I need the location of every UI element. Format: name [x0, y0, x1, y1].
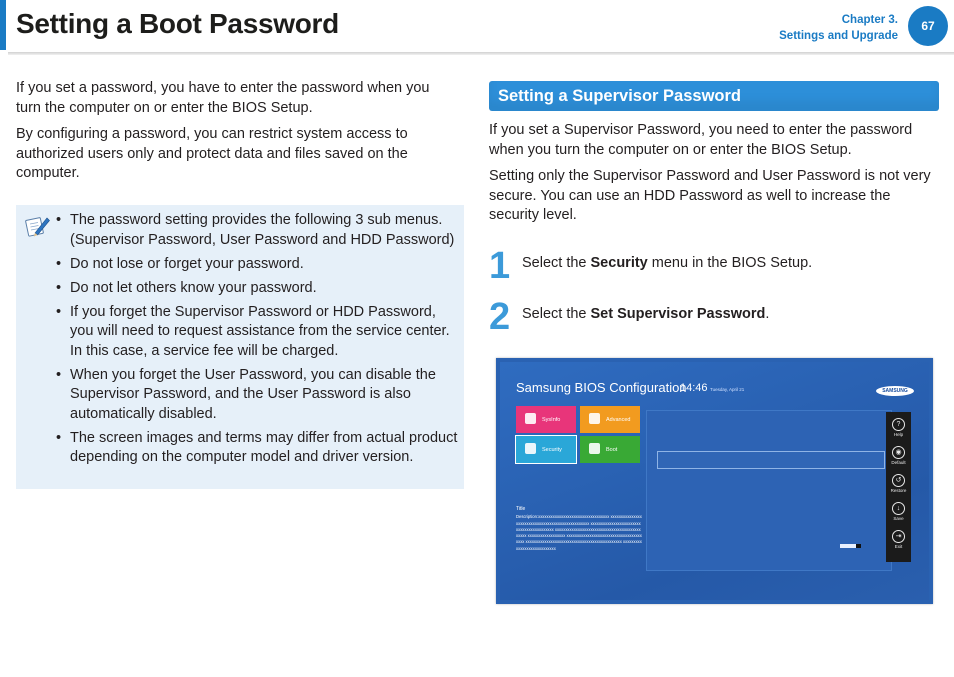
bios-sidebar — [886, 412, 911, 562]
bios-exit-button[interactable]: ⇥ Exit — [886, 530, 911, 549]
chapter-number: Chapter 3. — [841, 14, 898, 26]
tile-boot[interactable]: Boot — [580, 436, 640, 463]
note-item: • Do not let others know your password. — [56, 279, 317, 296]
samsung-logo: SAMSUNG — [876, 386, 914, 396]
page-title: Setting a Boot Password — [16, 8, 339, 39]
tile-advanced[interactable]: Advanced — [580, 406, 640, 433]
step-number: 1 — [489, 245, 511, 287]
note-item: • When you forget the User Password, you can disable the Supervisor Password, and the User Password is also automatically disabled. — [56, 366, 436, 422]
tile-security[interactable]: Security — [516, 436, 576, 463]
page-number-badge: 67 — [908, 6, 948, 46]
supervisor-column — [489, 81, 939, 233]
step-2 — [489, 296, 770, 338]
pen-note-icon — [24, 213, 50, 239]
bios-description-text: Description:xxxxxxxxxxxxxxxxxxxxxxxxxxxxxxxxxx xxxxxxxxxxxxxxxxxxxxxxxxxxxxxxxxxxxxxxxxxxxxxxxxxx xxxxxxxxxxxxxxxxxxxxxxxxxxxxxxxxxxxxxxxxxx xxxxxxxxxxxxxxxxxxxxxxxxxxxxxxxxxxxxxxxxxxxxxx xxxxxxxxxxxxxxxxxx xxxxxxxxxxxxxxxxxxxxxxxxxxxxxxxxxxxxxxxx xxxxxxxxxxxxxxxxxxxxxxxxxxxxxxxxxxxxxxxxxxxxxx xxxxxxxxxxxxxxxxxxxxxxxxxxxx — [516, 514, 642, 551]
chapter-label — [779, 12, 898, 44]
bios-description-title: Title — [516, 506, 526, 512]
bios-date: Tuesday, April 21 — [710, 387, 745, 392]
bios-content-panel — [646, 410, 892, 571]
title-accent-bar — [0, 0, 6, 50]
boot-icon — [589, 443, 600, 454]
supervisor-paragraph-1: If you set a Supervisor Password, you need to enter the password when you turn the computer on or enter the BIOS Setup. — [489, 122, 913, 158]
step-1 — [489, 245, 813, 287]
bios-description — [516, 506, 642, 552]
intro-paragraph-2: By configuring a password, you can restrict system access to authorized users only and protect data and files saved on the computer. — [16, 126, 408, 181]
header-divider — [8, 52, 954, 55]
note-item: • Do not lose or forget your password. — [56, 255, 304, 272]
bios-slider[interactable] — [840, 544, 861, 548]
step-text: Select the Set Supervisor Password. — [522, 306, 770, 322]
restore-icon: ↺ — [892, 474, 905, 487]
bios-restore-button[interactable]: ↺ Restore — [886, 474, 911, 493]
sysinfo-icon — [525, 413, 536, 424]
bios-default-button[interactable]: ◉ Default — [886, 446, 911, 465]
help-icon: ? — [892, 418, 905, 431]
default-icon: ◉ — [892, 446, 905, 459]
note-list — [54, 211, 458, 472]
intro-paragraph-1: If you set a password, you have to enter the password when you turn the computer on or enter the BIOS Setup. — [16, 80, 430, 116]
exit-icon: ⇥ — [892, 530, 905, 543]
step-text: Select the Security menu in the BIOS Setup. — [522, 255, 813, 271]
bios-help-button[interactable]: ? Help — [886, 418, 911, 437]
supervisor-paragraph-2: Setting only the Supervisor Password and User Password is not very secure. You can use an HDD Password as well to increase the security level. — [489, 168, 931, 223]
bios-time: 14:46 — [680, 382, 708, 394]
bios-screenshot — [496, 358, 933, 604]
note-item: • If you forget the Supervisor Password or HDD Password, you will need to request assistance from the service center. In this case, a service fee will be charged. — [56, 303, 450, 359]
step-number: 2 — [489, 296, 511, 338]
note-box — [16, 205, 464, 489]
section-heading: Setting a Supervisor Password — [489, 81, 939, 111]
lock-icon — [525, 443, 536, 454]
bios-screen — [500, 362, 929, 600]
note-item: • The screen images and terms may differ from actual product depending on the computer model and driver version. — [56, 429, 458, 465]
note-item: • The password setting provides the following 3 sub menus. (Supervisor Password, User Password and HDD Password) — [56, 212, 455, 248]
tile-sysinfo[interactable]: SysInfo — [516, 406, 576, 433]
bios-title: Samsung BIOS Configuration — [516, 380, 687, 395]
bios-password-field[interactable] — [657, 451, 885, 469]
wrench-icon — [589, 413, 600, 424]
intro-column — [16, 79, 452, 191]
chapter-title: Settings and Upgrade — [779, 30, 898, 42]
save-icon: ↓ — [892, 502, 905, 515]
bios-save-button[interactable]: ↓ Save — [886, 502, 911, 521]
